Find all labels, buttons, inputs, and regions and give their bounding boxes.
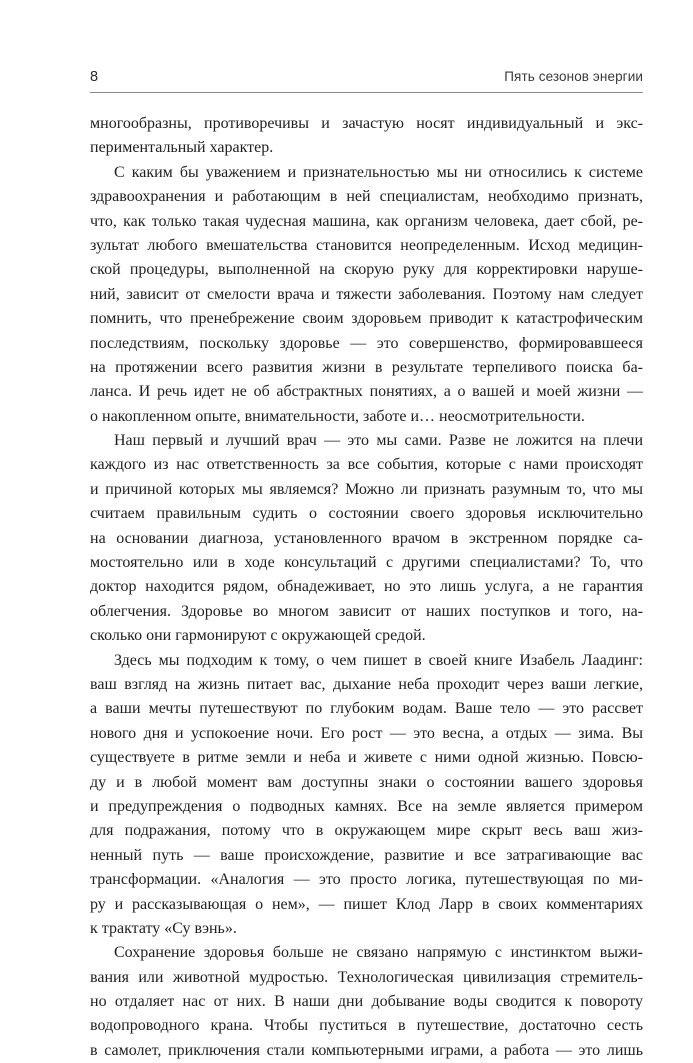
text-line: ненный путь — ваше происхождение, развитие и все затрагивающие вас [90,846,643,864]
text-line: вания или животной мудростью. Технологическая цивилизация стремитель- [90,968,643,986]
running-title: Пять сезонов энергии [504,69,643,84]
body-text [90,112,643,1063]
header-divider [90,92,643,93]
text-line: доктор находится рядом, обнадеживает, но это лишь услуга, а не гарантия [90,578,643,596]
text-line: а ваши мечты путешествуют по глубоким водам. Ваше тело — это рассвет [90,700,643,718]
text-line: Здесь мы подходим к тому, о чем пишет в своей книге Изабель Лаадинг: [114,651,643,669]
text-line: и предупреждения о подводных камнях. Все на земле является примером [90,797,643,815]
text-line: на протяжении всего развития жизни в результате терпеливого поиска ба- [90,358,643,376]
text-line: ланса. И речь идет не об абстрактных понятиях, а о вашей и моей жизни — [90,383,643,401]
text-line: трансформации. «Аналогия — это просто логика, путешествующая по ми- [90,871,643,889]
text-line: каждого из нас ответственность за все события, которые с нами происходят [90,456,643,474]
text-line: в самолет, приключения стали компьютерными играми, а работа — это лишь [90,1041,643,1059]
page-number: 8 [90,69,99,85]
text-line: на основании диагноза, установленного врачом в экстренном порядке са- [90,529,643,547]
text-line: С каким бы уважением и признательностью мы ни относились к системе [114,163,643,181]
text-line: ваш взгляд на жизнь питает вас, дыхание неба проходит через ваши легкие, [90,675,643,693]
text-line: зультат любого вмешательства становится неопределенным. Исход медицин- [90,236,643,254]
text-line: здравоохранения и работающим в ней специалистам, необходимо признать, [90,188,643,206]
text-line: ний, зависит от смелости врача и тяжести заболевания. Поэтому нам следует [90,285,643,303]
text-line: ду и в любой момент вам доступны знаки о состоянии вашего здоровья [90,773,643,791]
text-line: периментальный характер. [90,139,274,157]
text-line: Наш первый и лучший врач — это мы сами. Разве не ложится на плечи [114,432,643,450]
text-line: считаем правильным судить о состоянии своего здоровья исключительно [90,505,643,523]
text-line: ру и рассказывающая о нем», — пишет Клод Ларр в своих комментариях [90,895,643,913]
page-header [90,66,643,88]
text-line: многообразны, противоречивы и зачастую носят индивидуальный и экс- [90,115,643,132]
text-line: но отдаляет нас от них. В наши дни добывание воды сводится к повороту [90,993,643,1011]
text-line: к трактату «Су вэнь». [90,919,237,937]
text-line: помнить, что пренебрежение своим здоровьем приводит к катастрофическим [90,310,643,328]
text-line: облегчения. Здоровье во многом зависит от наших поступков и того, на- [90,602,643,620]
text-line: Сохранение здоровья больше не связано напрямую с инстинктом выжи- [114,944,643,962]
text-line: мостоятельно или в ходе консультаций с другими специалистами? То, что [90,554,643,572]
text-line: что, как только такая чудесная машина, как организм человека, дает сбой, ре- [90,212,643,230]
text-line: ской процедуры, выполненной на скорую руку для корректировки наруше- [90,261,643,279]
text-line: водопроводного крана. Чтобы пуститься в путешествие, достаточно сесть [90,1017,643,1035]
text-line: последствиям, поскольку здоровье — это совершенство, формировавшееся [90,334,643,352]
text-line: сколько они гармонируют с окружающей средой. [90,627,426,645]
text-line: и причиной которых мы являемся? Можно ли признать разумным то, что мы [90,480,643,498]
text-line: о накопленном опыте, внимательности, заботе и… неосмотрительности. [90,407,585,425]
text-line: для подражания, потому что в окружающем мире скрыт весь ваш жиз- [90,822,643,840]
text-line: нового дня и успокоение ночи. Его рост — это весна, а отдых — зима. Вы [90,724,643,742]
text-line: существуете в ритме земли и неба и живете с ними одной жизнью. Повсю- [90,749,643,767]
